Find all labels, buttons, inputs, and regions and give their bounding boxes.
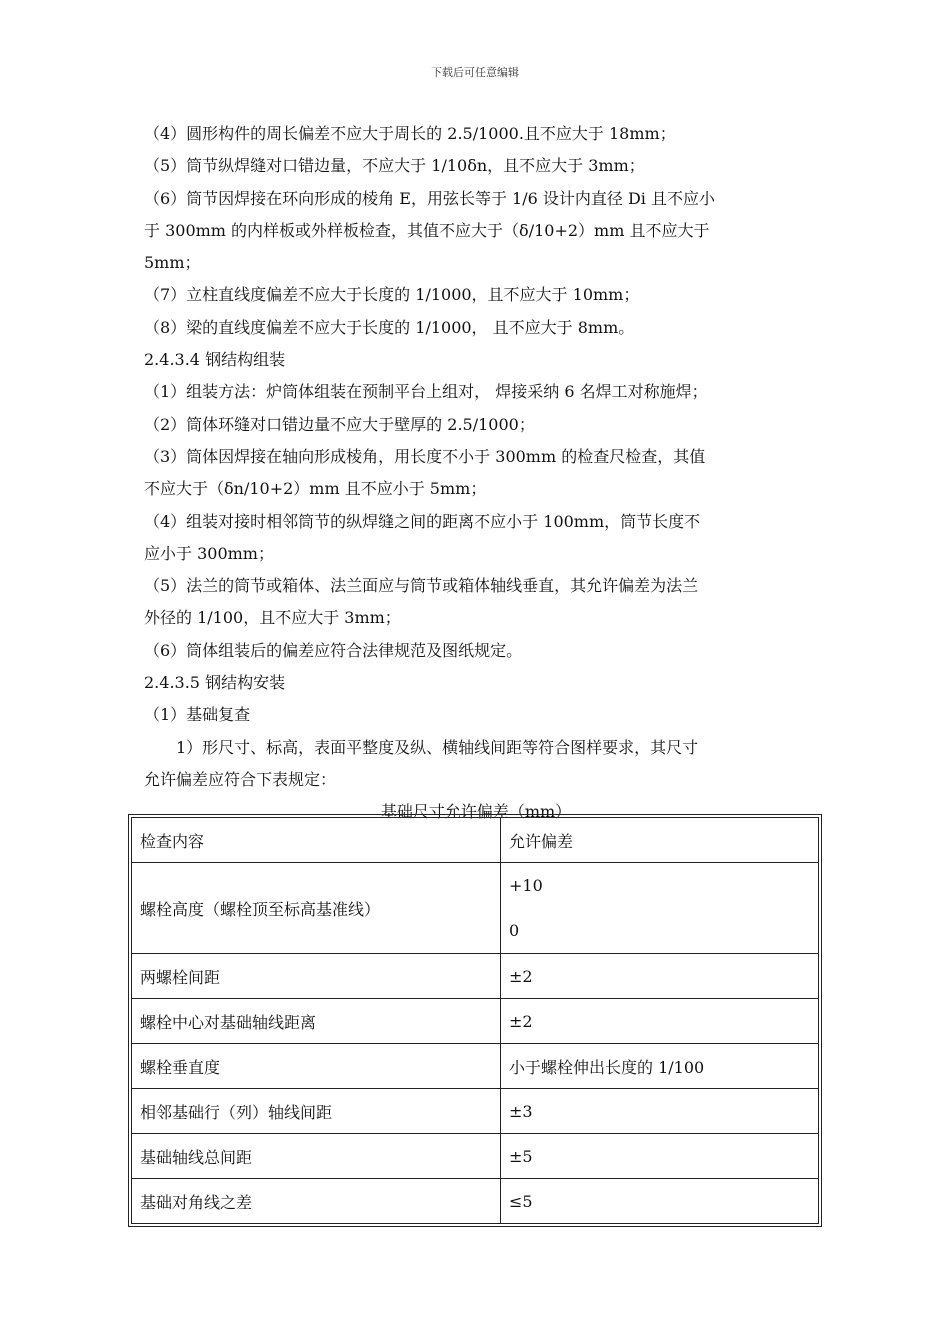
text-line: （8）梁的直线度偏差不应大于长度的 1/1000， 且不应大于 8mm。	[144, 317, 635, 337]
tolerance-lower: 0	[509, 921, 520, 940]
table-row	[132, 1044, 819, 1089]
table-cell-tolerance: ±5	[501, 1134, 819, 1179]
table-cell-tolerance: ±2	[501, 999, 819, 1044]
table-cell-item: 基础轴线总间距	[132, 1134, 501, 1179]
text-line: （5）法兰的筒节或箱体、法兰面应与筒节或箱体轴线垂直，其允许偏差为法兰	[144, 576, 699, 596]
table-row	[132, 863, 819, 954]
table-cell-tolerance: ≤5	[501, 1179, 819, 1224]
section-heading: 2.4.3.5 钢结构安装	[144, 673, 286, 693]
text-line: （4）圆形构件的周长偏差不应大于周长的 2.5/1000.且不应大于 18mm；	[144, 124, 676, 143]
table-row	[132, 999, 819, 1044]
text-line: （7）立柱直线度偏差不应大于长度的 1/1000，且不应大于 10mm；	[144, 285, 640, 305]
tolerance-table	[128, 814, 822, 1227]
text-line: （1）基础复查	[144, 705, 251, 725]
text-line: 1）形尺寸、标高，表面平整度及纵、横轴线间距等符合图样要求，其尺寸	[176, 737, 699, 757]
table-caption: 基础尺寸允许偏差（mm）	[380, 802, 572, 822]
table-row	[132, 1134, 819, 1179]
text-line: 应小于 300mm；	[144, 543, 274, 563]
table-cell-item: 相邻基础行（列）轴线间距	[132, 1089, 501, 1134]
text-line: 不应大于（δn/10+2）mm 且不应小于 5mm；	[144, 479, 487, 499]
table-cell-item: 基础对角线之差	[132, 1179, 501, 1224]
table-cell-tolerance: ±2	[501, 954, 819, 999]
text-line: 外径的 1/100，且不应大于 3mm；	[144, 608, 401, 628]
table-cell-tolerance	[501, 863, 819, 954]
table-cell-item: 螺栓高度（螺栓顶至标高基准线）	[132, 863, 501, 954]
table-row	[132, 954, 819, 999]
text-line: 5mm；	[144, 253, 201, 273]
table-cell-item: 螺栓垂直度	[132, 1044, 501, 1089]
text-line: 于 300mm 的内样板或外样板检查，其值不应大于（δ/10+2）mm 且不应大于	[144, 220, 710, 240]
table-header-cell: 检查内容	[132, 818, 501, 863]
text-line: （3）筒体因焊接在轴向形成棱角，用长度不小于 300mm 的检查尺检查，其值	[144, 446, 706, 466]
table-cell-tolerance: 小于螺栓伸出长度的 1/100	[501, 1044, 819, 1089]
text-line: （4）组装对接时相邻筒节的纵焊缝之间的距离不应小于 100mm，筒节长度不	[144, 511, 701, 531]
text-line: （2）筒体环缝对口错边量不应大于壁厚的 2.5/1000；	[144, 414, 535, 434]
document-body	[144, 118, 808, 828]
table-cell-tolerance: ±3	[501, 1089, 819, 1134]
text-line: （6）筒体组装后的偏差应符合法律规范及图纸规定。	[144, 640, 523, 660]
table-row	[132, 1089, 819, 1134]
section-heading: 2.4.3.4 钢结构组装	[144, 350, 286, 370]
table-header-row	[132, 818, 819, 863]
text-line: 允许偏差应符合下表规定：	[144, 769, 337, 789]
text-line: （5）筒节纵焊缝对口错边量，不应大于 1/10δn，且不应大于 3mm；	[144, 156, 645, 176]
table-cell-item: 螺栓中心对基础轴线距离	[132, 999, 501, 1044]
tolerance-upper: +10	[509, 876, 543, 895]
text-line: （6）筒节因焊接在环向形成的棱角 E，用弦长等于 1/6 设计内直径 Di 且不应小	[144, 188, 715, 208]
page-header: 下载后可任意编辑	[431, 66, 519, 79]
table-cell-item: 两螺栓间距	[132, 954, 501, 999]
table-header-cell: 允许偏差	[501, 818, 819, 863]
text-line: （1）组装方法：炉筒体组装在预制平台上组对， 焊接采纳 6 名焊工对称施焊；	[144, 382, 708, 402]
table-row	[132, 1179, 819, 1224]
